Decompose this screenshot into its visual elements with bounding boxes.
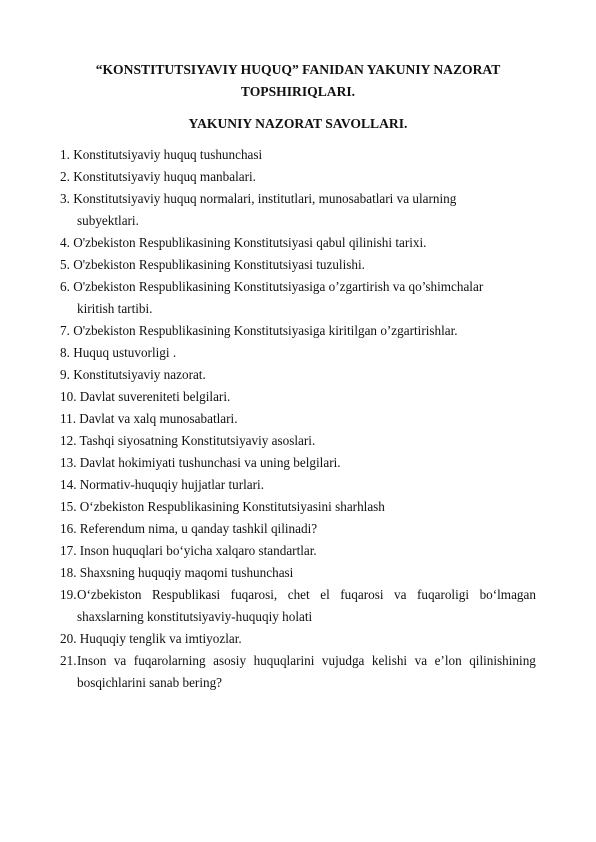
item-number: 21.: [60, 653, 77, 668]
item-text: Davlat suvereniteti belgilari.: [79, 389, 231, 404]
list-item: [60, 474, 264, 496]
word: el: [320, 587, 330, 602]
item-number: 13.: [60, 455, 77, 470]
word: asosiy: [213, 653, 247, 668]
word: va: [113, 653, 127, 668]
list-item: [60, 254, 365, 276]
list-item: [60, 452, 341, 474]
item-number: 1.: [60, 147, 70, 162]
item-number: 14.: [60, 477, 77, 492]
list-item: [60, 342, 176, 364]
word: Respublikasi: [152, 587, 221, 602]
item-continuation: kiritish tartibi.: [77, 301, 153, 316]
item-number: 2.: [60, 169, 70, 184]
list-item: [60, 232, 426, 254]
item-text: Shaxsning huquqiy maqomi tushunchasi: [79, 565, 294, 580]
list-item: [60, 430, 315, 452]
item-number: 4.: [60, 235, 70, 250]
list-item: [60, 628, 242, 650]
document-title-line-2: TOPSHIRIQLARI.: [240, 84, 356, 99]
list-item: [60, 386, 230, 408]
item-text: O'zbekiston Respublikasining Konstitutsiyasi qabul qilinishi tarixi.: [73, 235, 427, 250]
item-number: 8.: [60, 345, 70, 360]
list-item: [60, 408, 238, 430]
item-text: Konstitutsiyaviy huquq tushunchasi: [73, 147, 263, 162]
item-text: Konstitutsiyaviy huquq manbalari.: [73, 169, 256, 184]
item-number: 20.: [60, 631, 77, 646]
item-number: 17.: [60, 543, 77, 558]
list-item: [60, 364, 206, 386]
section-subtitle: YAKUNIY NAZORAT SAVOLLARI.: [188, 116, 408, 131]
word: vujudga: [321, 653, 365, 668]
item-number: 19.: [60, 587, 77, 602]
item-number: 12.: [60, 433, 77, 448]
word: fuqarosi: [340, 587, 384, 602]
word: kelishi: [371, 653, 408, 668]
word: huquqlarini: [253, 653, 315, 668]
word: fuqarosi,: [230, 587, 278, 602]
item-text: Huquqiy tenglik va imtiyozlar.: [79, 631, 242, 646]
item-number: 6.: [60, 279, 70, 294]
item-number: 10.: [60, 389, 77, 404]
item-text: Davlat va xalq munosabatlari.: [79, 411, 238, 426]
item-text: [77, 650, 536, 672]
document-title-line-1: “KONSTITUTSIYAVIY HUQUQ” FANIDAN YAKUNIY NAZORAT: [95, 62, 501, 77]
word: chet: [287, 587, 310, 602]
item-text: Tashqi siyosatning Konstitutsiyaviy asoslari.: [79, 433, 316, 448]
list-item: [60, 518, 317, 540]
item-text: O‘zbekiston Respublikasining Konstitutsiyasini sharhlash: [79, 499, 385, 514]
list-item: [60, 496, 385, 518]
item-continuation: shaxslarning konstitutsiyaviy-huquqiy holati: [77, 609, 313, 624]
item-text: O'zbekiston Respublikasining Konstitutsiyasiga kiritilgan o’zgartirishlar.: [73, 323, 458, 338]
item-text: O'zbekiston Respublikasining Konstitutsiyasiga o’zgartirish va qo’shimchalar: [73, 279, 484, 294]
word: fuqarolarning: [133, 653, 206, 668]
word: fuqaroligi: [417, 587, 470, 602]
list-item: [60, 166, 256, 188]
item-text: Normativ-huquqiy hujjatlar turlari.: [79, 477, 264, 492]
list-item: [60, 562, 293, 584]
item-number: 18.: [60, 565, 77, 580]
item-number: 15.: [60, 499, 77, 514]
list-item: [60, 540, 317, 562]
list-item: [60, 320, 458, 342]
word: va: [414, 653, 428, 668]
item-number: 9.: [60, 367, 70, 382]
list-item: [60, 276, 483, 298]
item-text: O'zbekiston Respublikasining Konstitutsiyasi tuzulishi.: [73, 257, 365, 272]
item-continuation: subyektlari.: [77, 213, 139, 228]
item-text: Konstitutsiyaviy huquq normalari, institutlari, munosabatlari va ularning: [73, 191, 457, 206]
item-text: Davlat hokimiyati tushunchasi va uning belgilari.: [79, 455, 341, 470]
word: bo‘lmagan: [479, 587, 536, 602]
word: Inson: [77, 653, 107, 668]
item-text: Huquq ustuvorligi .: [73, 345, 177, 360]
item-text: [77, 584, 536, 606]
list-item: [60, 188, 456, 210]
item-continuation: bosqichlarini sanab bering?: [77, 675, 223, 690]
word: qilinishining: [469, 653, 536, 668]
item-number: 16.: [60, 521, 77, 536]
item-number: 7.: [60, 323, 70, 338]
item-text: Referendum nima, u qanday tashkil qilinadi?: [79, 521, 318, 536]
item-number: 11.: [60, 411, 76, 426]
word: e’lon: [434, 653, 462, 668]
list-item: [60, 144, 262, 166]
word: O‘zbekiston: [77, 587, 142, 602]
item-number: 3.: [60, 191, 70, 206]
word: va: [394, 587, 407, 602]
item-text: Inson huquqlari bo‘yicha xalqaro standartlar.: [79, 543, 317, 558]
item-number: 5.: [60, 257, 70, 272]
item-text: Konstitutsiyaviy nazorat.: [73, 367, 206, 382]
